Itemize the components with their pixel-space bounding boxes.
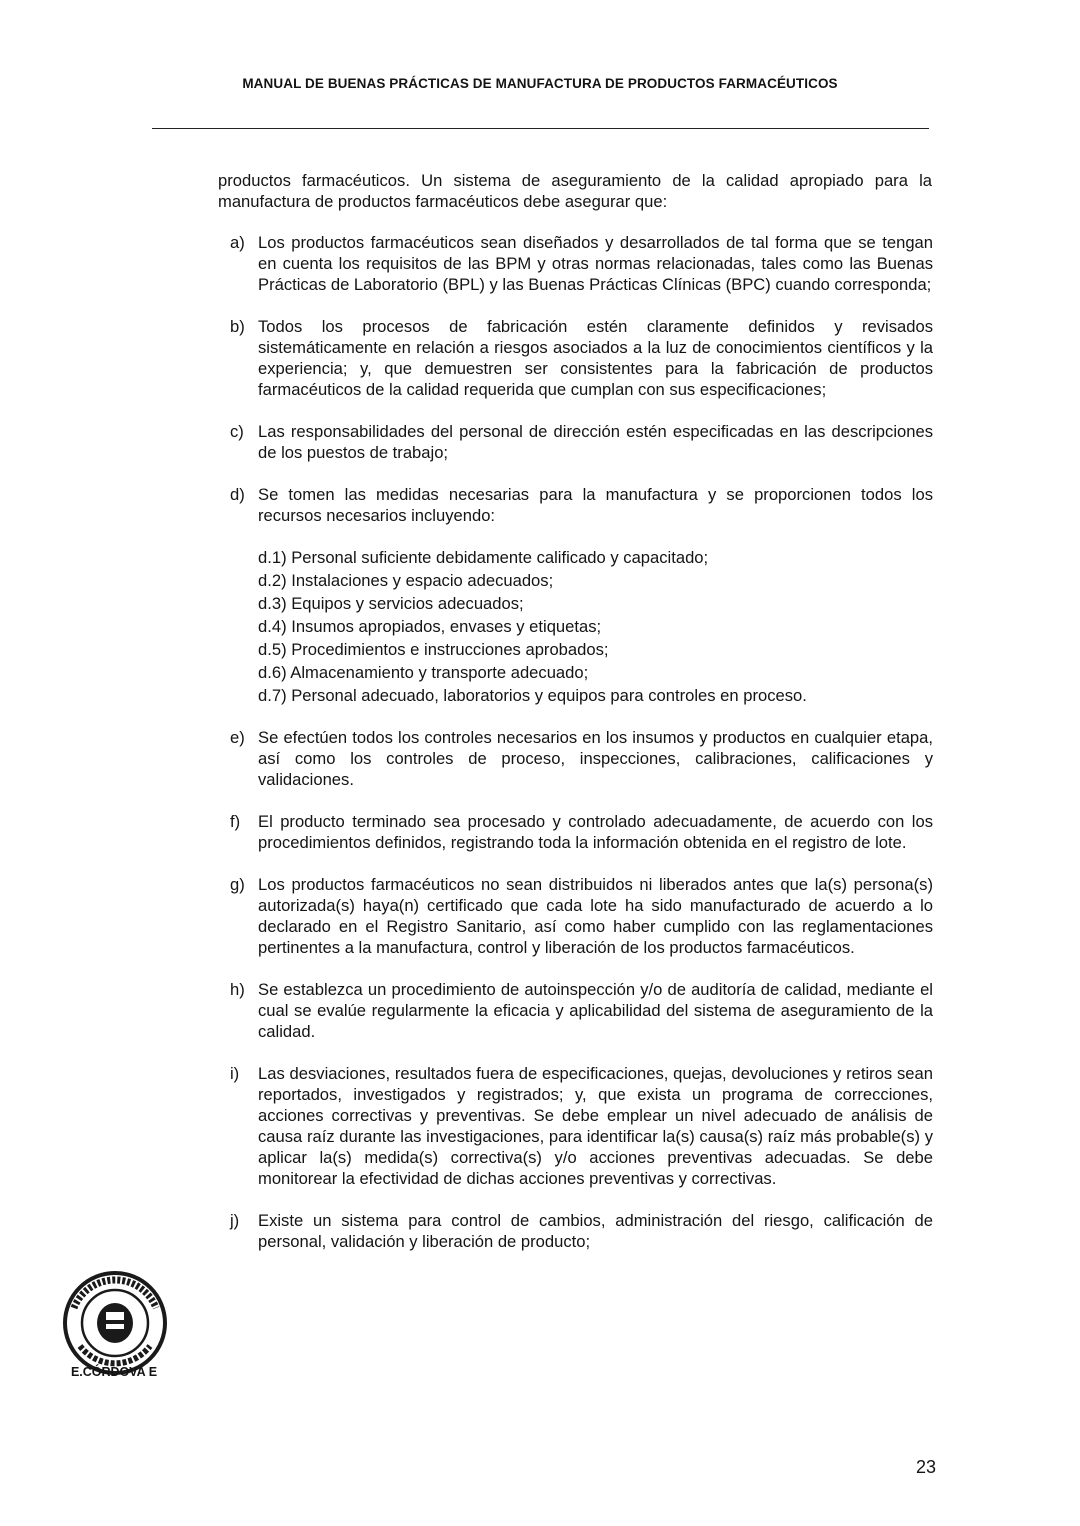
list-item-i — [230, 1063, 933, 1189]
list-item-label: c) — [230, 422, 244, 441]
intro-paragraph: productos farmacéuticos. Un sistema de aseguramiento de la calidad apropiado para la manufactura de productos farmacéuticos debe asegurar que: — [218, 171, 932, 211]
sublist-item: d.7) Personal adecuado, laboratorios y equipos para controles en proceso. — [258, 686, 807, 705]
list-item-g — [230, 874, 933, 958]
seal-emblem — [97, 1303, 133, 1343]
page-number: 23 — [915, 1457, 936, 1477]
list-item-text: Las responsabilidades del personal de dirección estén especificadas en las descripciones de los puestos de trabajo; — [258, 422, 933, 462]
list-item-j — [230, 1210, 933, 1252]
list-item-text: Existe un sistema para control de cambios, administración del riesgo, calificación de personal, validación y liberación de producto; — [258, 1211, 933, 1251]
list-item-e — [230, 727, 933, 790]
header-rule — [152, 128, 929, 129]
list-item-a — [230, 232, 933, 295]
sublist-item: d.2) Instalaciones y espacio adecuados; — [258, 571, 554, 590]
seal-ring-lettering — [80, 1346, 150, 1363]
list-item-label: f) — [230, 812, 241, 831]
seal-emblem-detail — [106, 1324, 124, 1329]
list-item-text: Se establezca un procedimiento de autoinspección y/o de auditoría de calidad, mediante el cual se evalúe regularmente la eficacia y aplicabilidad del sistema de aseguramiento de la calidad. — [258, 980, 933, 1041]
list-item-b — [230, 316, 933, 400]
list-item-label: j) — [230, 1211, 240, 1230]
sublist-item: d.6) Almacenamiento y transporte adecuado; — [258, 663, 589, 682]
seal-caption: E.CÓRDOVA E — [70, 1365, 158, 1379]
list-item-f — [230, 811, 933, 853]
list-item-c — [230, 421, 933, 463]
seal-emblem-detail — [106, 1312, 124, 1320]
sublist-d — [258, 547, 933, 706]
requirements-list — [230, 232, 933, 1273]
list-item-label: h) — [230, 980, 245, 999]
sublist-item: d.1) Personal suficiente debidamente calificado y capacitado; — [258, 548, 709, 567]
list-item-label: g) — [230, 875, 245, 894]
list-item-h — [230, 979, 933, 1042]
official-seal-stamp — [60, 1268, 170, 1378]
list-item-label: i) — [230, 1064, 240, 1083]
list-item-text: Todos los procesos de fabricación estén claramente definidos y revisados sistemáticamente en relación a riesgos asociados a la luz de conocimientos científicos y la experiencia; y, que demuestren ser consistentes para la fabricación de productos farmacéuticos de la calidad requerida que cumplan con sus especificaciones; — [258, 317, 933, 399]
list-item-text: Se efectúen todos los controles necesarios en los insumos y productos en cualquier etapa, así como los controles de proceso, inspecciones, calibraciones, calificaciones y validaciones. — [258, 728, 933, 789]
sublist-item: d.5) Procedimientos e instrucciones aprobados; — [258, 640, 609, 659]
sublist-item: d.4) Insumos apropiados, envases y etiquetas; — [258, 617, 602, 636]
list-item-label: d) — [230, 485, 245, 504]
list-item-text: El producto terminado sea procesado y controlado adecuadamente, de acuerdo con los procedimientos definidos, registrando toda la información obtenida en el registro de lote. — [258, 812, 933, 852]
list-item-text: Se tomen las medidas necesarias para la manufactura y se proporcionen todos los recursos necesarios incluyendo: — [258, 485, 933, 525]
list-item-d — [230, 484, 933, 706]
sublist-item: d.3) Equipos y servicios adecuados; — [258, 594, 524, 613]
list-item-text: Las desviaciones, resultados fuera de especificaciones, quejas, devoluciones y retiros sean reportados, investigados y registrados; y, que exista un programa de correcciones, acciones correctivas y preventivas. Se debe emplear un nivel adecuado de análisis de causa raíz durante las investigaciones, para identificar la(s) causa(s) raíz más probable(s) y aplicar la(s) medida(s) correctiva(s) y/o acciones preventivas adecuadas. Se debe monitorear la efectividad de dichas acciones preventivas y correctivas. — [258, 1064, 933, 1188]
list-item-label: b) — [230, 317, 245, 336]
list-item-text: Los productos farmacéuticos no sean distribuidos ni liberados antes que la(s) persona(s) autorizada(s) haya(n) certificado que cada lote ha sido manufacturado de acuerdo a lo declarado en el Registro Sanitario, así como haber cumplido con las reglamentaciones pertinentes a la manufactura, control y liberación de los productos farmacéuticos. — [258, 875, 933, 957]
list-item-label: e) — [230, 728, 245, 747]
list-item-text: Los productos farmacéuticos sean diseñados y desarrollados de tal forma que se tengan en cuenta los requisitos de las BPM y otras normas relacionadas, tales como las Buenas Prácticas de Laboratorio (BPL) y las Buenas Prácticas Clínicas (BPC) cuando corresponda; — [258, 233, 933, 294]
running-header: MANUAL DE BUENAS PRÁCTICAS DE MANUFACTURA DE PRODUCTOS FARMACÉUTICOS — [242, 76, 838, 91]
list-item-label: a) — [230, 233, 245, 252]
